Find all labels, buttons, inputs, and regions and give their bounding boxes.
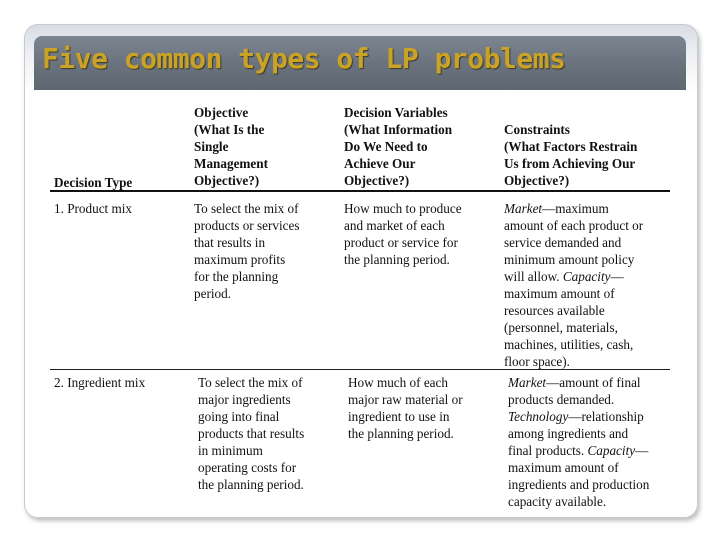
row-divider bbox=[50, 369, 670, 370]
row2-constraints: Market—amount of final products demanded. Technology—relationship among ingredients and final products. Capacity— maximum amount of ingredients and production capacity available. bbox=[508, 375, 650, 509]
row2-decision-variables: How much of each major raw material or ingredient to use in the planning period. bbox=[348, 375, 463, 441]
row1-constraints: Market—maximum amount of each product or service demanded and minimum amount policy will allow. Capacity— maximum amount of resources available (personnel, materials, machines, utilities, cash, floor space). bbox=[504, 201, 644, 369]
header-objective: Objective (What Is the Single Management Objective?) bbox=[194, 105, 268, 188]
row2-decision-type: 2. Ingredient mix bbox=[54, 375, 146, 390]
capacity-term: Capacity bbox=[562, 269, 611, 284]
slide-title: Five common types of LP problems bbox=[42, 42, 566, 75]
row2-objective: To select the mix of major ingredients going into final products that results in minimum operating costs for the planning period. bbox=[198, 375, 305, 492]
market-term: Market bbox=[504, 201, 543, 216]
market-term: Market bbox=[508, 375, 547, 390]
header-decision-type: Decision Type bbox=[54, 175, 133, 190]
header-rule bbox=[50, 190, 670, 192]
header-constraints: Constraints (What Factors Restrain Us from Achieving Our Objective?) bbox=[504, 122, 638, 188]
header-decision-variables: Decision Variables (What Information Do We Need to Achieve Our Objective?) bbox=[344, 105, 453, 188]
row1-decision-type: 1. Product mix bbox=[54, 201, 133, 216]
technology-term: Technology bbox=[508, 409, 569, 424]
row1-objective: To select the mix of products or services that results in maximum profits for the planning period. bbox=[194, 201, 300, 301]
capacity-term: Capacity bbox=[587, 443, 636, 458]
row1-decision-variables: How much to produce and market of each product or service for the planning period. bbox=[344, 201, 462, 267]
lp-problems-table bbox=[34, 90, 686, 516]
